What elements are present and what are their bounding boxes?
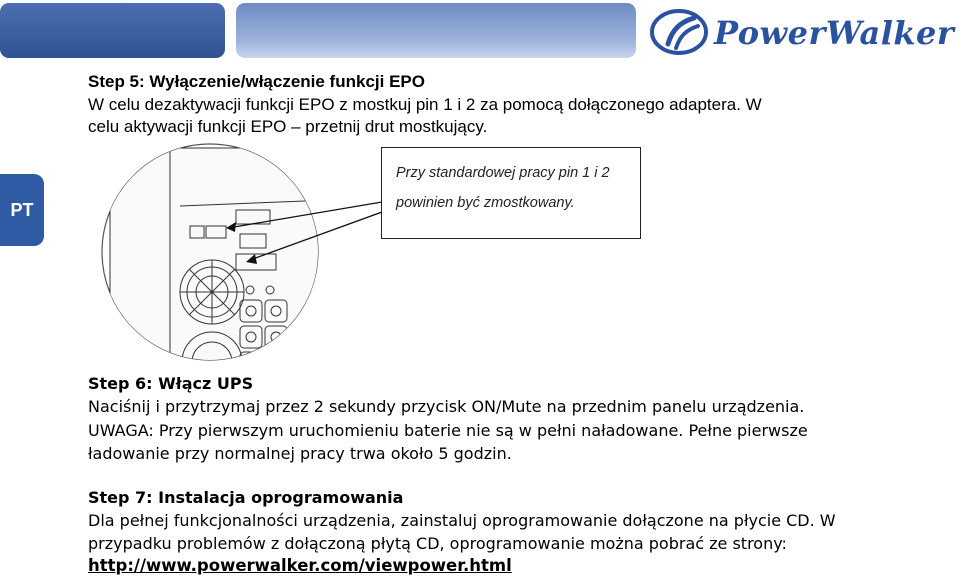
step7-line-2: przypadku problemów z dołączoną płytą CD, oprogramowanie można pobrać ze strony: <box>88 534 787 553</box>
ups-rear-panel-illustration <box>100 140 400 365</box>
step6-line-1: Naciśnij i przytrzymaj przez 2 sekundy przycisk ON/Mute na przednim panelu urządzenia. <box>88 397 805 416</box>
step5-title: Step 5: Wyłączenie/włączenie funkcji EPO <box>88 72 425 91</box>
step7-title: Step 7: Instalacja oprogramowania <box>88 488 404 507</box>
step6-line-3: ładowanie przy normalnej pracy trwa około 5 godzin. <box>88 444 512 463</box>
callout-line-1: Przy standardowej pracy pin 1 i 2 <box>396 165 610 181</box>
step6-title: Step 6: Włącz UPS <box>88 374 254 393</box>
step6-line-2: UWAGA: Przy pierwszym uruchomieniu baterie nie są w pełni naładowane. Pełne pierwsze <box>88 421 808 440</box>
language-tab <box>0 174 44 246</box>
brand-name: PowerWalker <box>714 14 955 52</box>
step5-line-1: W celu dezaktywacji funkcji EPO z mostkuj pin 1 i 2 za pomocą dołączonego adaptera. W <box>88 95 762 114</box>
download-link[interactable]: http://www.powerwalker.com/viewpower.html <box>88 556 512 575</box>
power-swirl-icon <box>650 8 712 56</box>
powerwalker-logo <box>650 8 955 56</box>
language-tab-label: PT <box>10 199 34 220</box>
callout-line-2: powinien być zmostkowany. <box>396 195 575 211</box>
header-bar-left <box>0 3 225 58</box>
step7-line-1: Dla pełnej funkcjonalności urządzenia, zainstaluj oprogramowanie dołączone na płycie CD. W <box>88 511 836 530</box>
step5-line-2: celu aktywacji funkcji EPO – przetnij drut mostkujący. <box>88 117 488 136</box>
header-bar-right <box>236 3 636 58</box>
callout-box <box>381 147 641 239</box>
